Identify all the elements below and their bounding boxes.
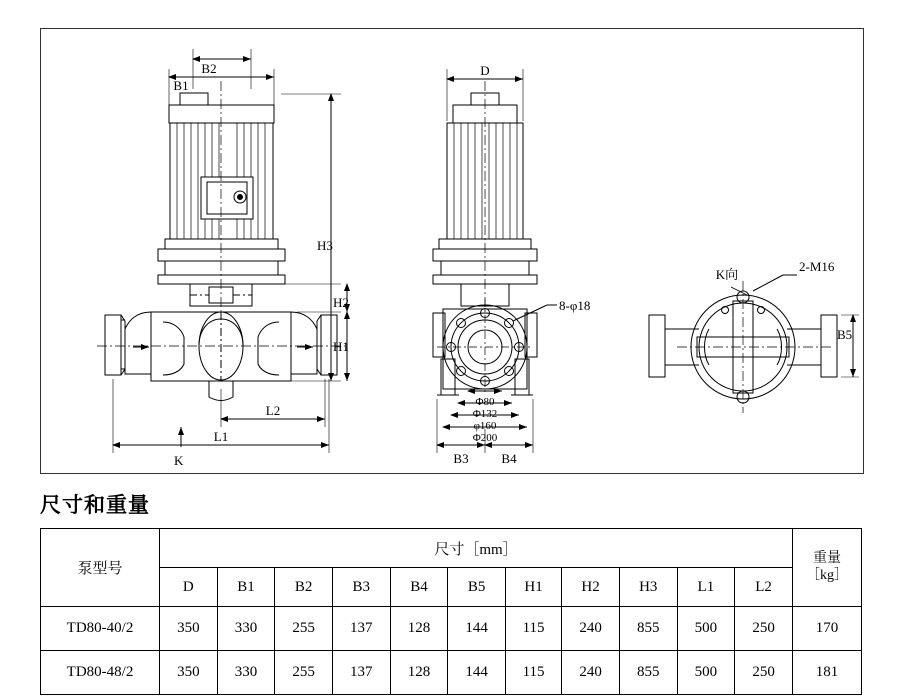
- side-view: [433, 69, 557, 453]
- label-k-view: K向: [715, 267, 739, 282]
- k-view: [649, 275, 859, 413]
- page-title: 尺寸和重量: [40, 493, 150, 517]
- label-bolts: 2-M16: [799, 259, 835, 274]
- cell-b1: 330: [217, 607, 275, 651]
- cell-b2: 255: [275, 607, 333, 651]
- cell-l1: 500: [677, 651, 735, 695]
- label-phi132: Φ132: [472, 408, 498, 420]
- header-col-b4: B4: [390, 568, 448, 607]
- header-col-l2: L2: [735, 568, 793, 607]
- cell-l2: 250: [735, 607, 793, 651]
- label-h2: H2: [333, 295, 349, 310]
- table-header-row-1: [41, 529, 862, 568]
- header-col-h2: H2: [562, 568, 620, 607]
- label-b4: B4: [501, 451, 517, 466]
- cell-l1: 500: [677, 607, 735, 651]
- header-weight-line2: ［kg］: [806, 567, 848, 583]
- header-weight: [793, 529, 862, 607]
- cell-h2: 240: [562, 607, 620, 651]
- header-col-h1: H1: [505, 568, 561, 607]
- header-col-b2: B2: [275, 568, 333, 607]
- label-b5: B5: [837, 327, 853, 342]
- cell-d: 350: [160, 607, 218, 651]
- spec-table: [40, 528, 862, 695]
- table-header-row-2: [41, 568, 862, 607]
- cell-h3: 855: [619, 607, 677, 651]
- label-k: K: [174, 453, 184, 468]
- header-dims-group: 尺寸［mm］: [160, 529, 793, 568]
- cell-b4: 128: [390, 651, 448, 695]
- label-phi80: Φ80: [475, 396, 495, 408]
- cell-b3: 137: [332, 651, 390, 695]
- label-b2: B2: [201, 61, 217, 76]
- label-phi200: Φ200: [472, 432, 498, 444]
- label-phi160: φ160: [473, 420, 497, 432]
- header-col-l1: L1: [677, 568, 735, 607]
- cell-weight: 181: [793, 651, 862, 695]
- cell-b5: 144: [448, 607, 506, 651]
- cell-model: TD80-40/2: [41, 607, 160, 651]
- pump-drawing-svg: [41, 29, 861, 471]
- header-weight-line1: 重量: [813, 551, 841, 567]
- label-h1: H1: [333, 339, 349, 354]
- label-b1: B1: [173, 78, 189, 93]
- label-holes: 8-φ18: [559, 298, 591, 313]
- header-col-b1: B1: [217, 568, 275, 607]
- table-row: [41, 651, 862, 695]
- label-d: D: [480, 63, 490, 78]
- cell-model: TD80-48/2: [41, 651, 160, 695]
- header-col-b3: B3: [332, 568, 390, 607]
- cell-h1: 115: [505, 651, 561, 695]
- cell-h1: 115: [505, 607, 561, 651]
- cell-b2: 255: [275, 651, 333, 695]
- header-col-b5: B5: [448, 568, 506, 607]
- header-model: 泵型号: [41, 529, 160, 607]
- cell-d: 350: [160, 651, 218, 695]
- cell-h2: 240: [562, 651, 620, 695]
- cell-l2: 250: [735, 651, 793, 695]
- cell-h3: 855: [619, 651, 677, 695]
- cell-b4: 128: [390, 607, 448, 651]
- front-view: [97, 49, 347, 453]
- table-row: [41, 607, 862, 651]
- label-h3: H3: [317, 238, 333, 253]
- cell-b3: 137: [332, 607, 390, 651]
- cell-b5: 144: [448, 651, 506, 695]
- label-l2: L2: [265, 403, 281, 418]
- spec-table-wrapper: [40, 528, 862, 695]
- header-col-h3: H3: [619, 568, 677, 607]
- cell-b1: 330: [217, 651, 275, 695]
- cell-weight: 170: [793, 607, 862, 651]
- technical-drawing: [40, 28, 864, 474]
- label-l1: L1: [213, 429, 229, 444]
- label-b3: B3: [453, 451, 469, 466]
- header-col-d: D: [160, 568, 218, 607]
